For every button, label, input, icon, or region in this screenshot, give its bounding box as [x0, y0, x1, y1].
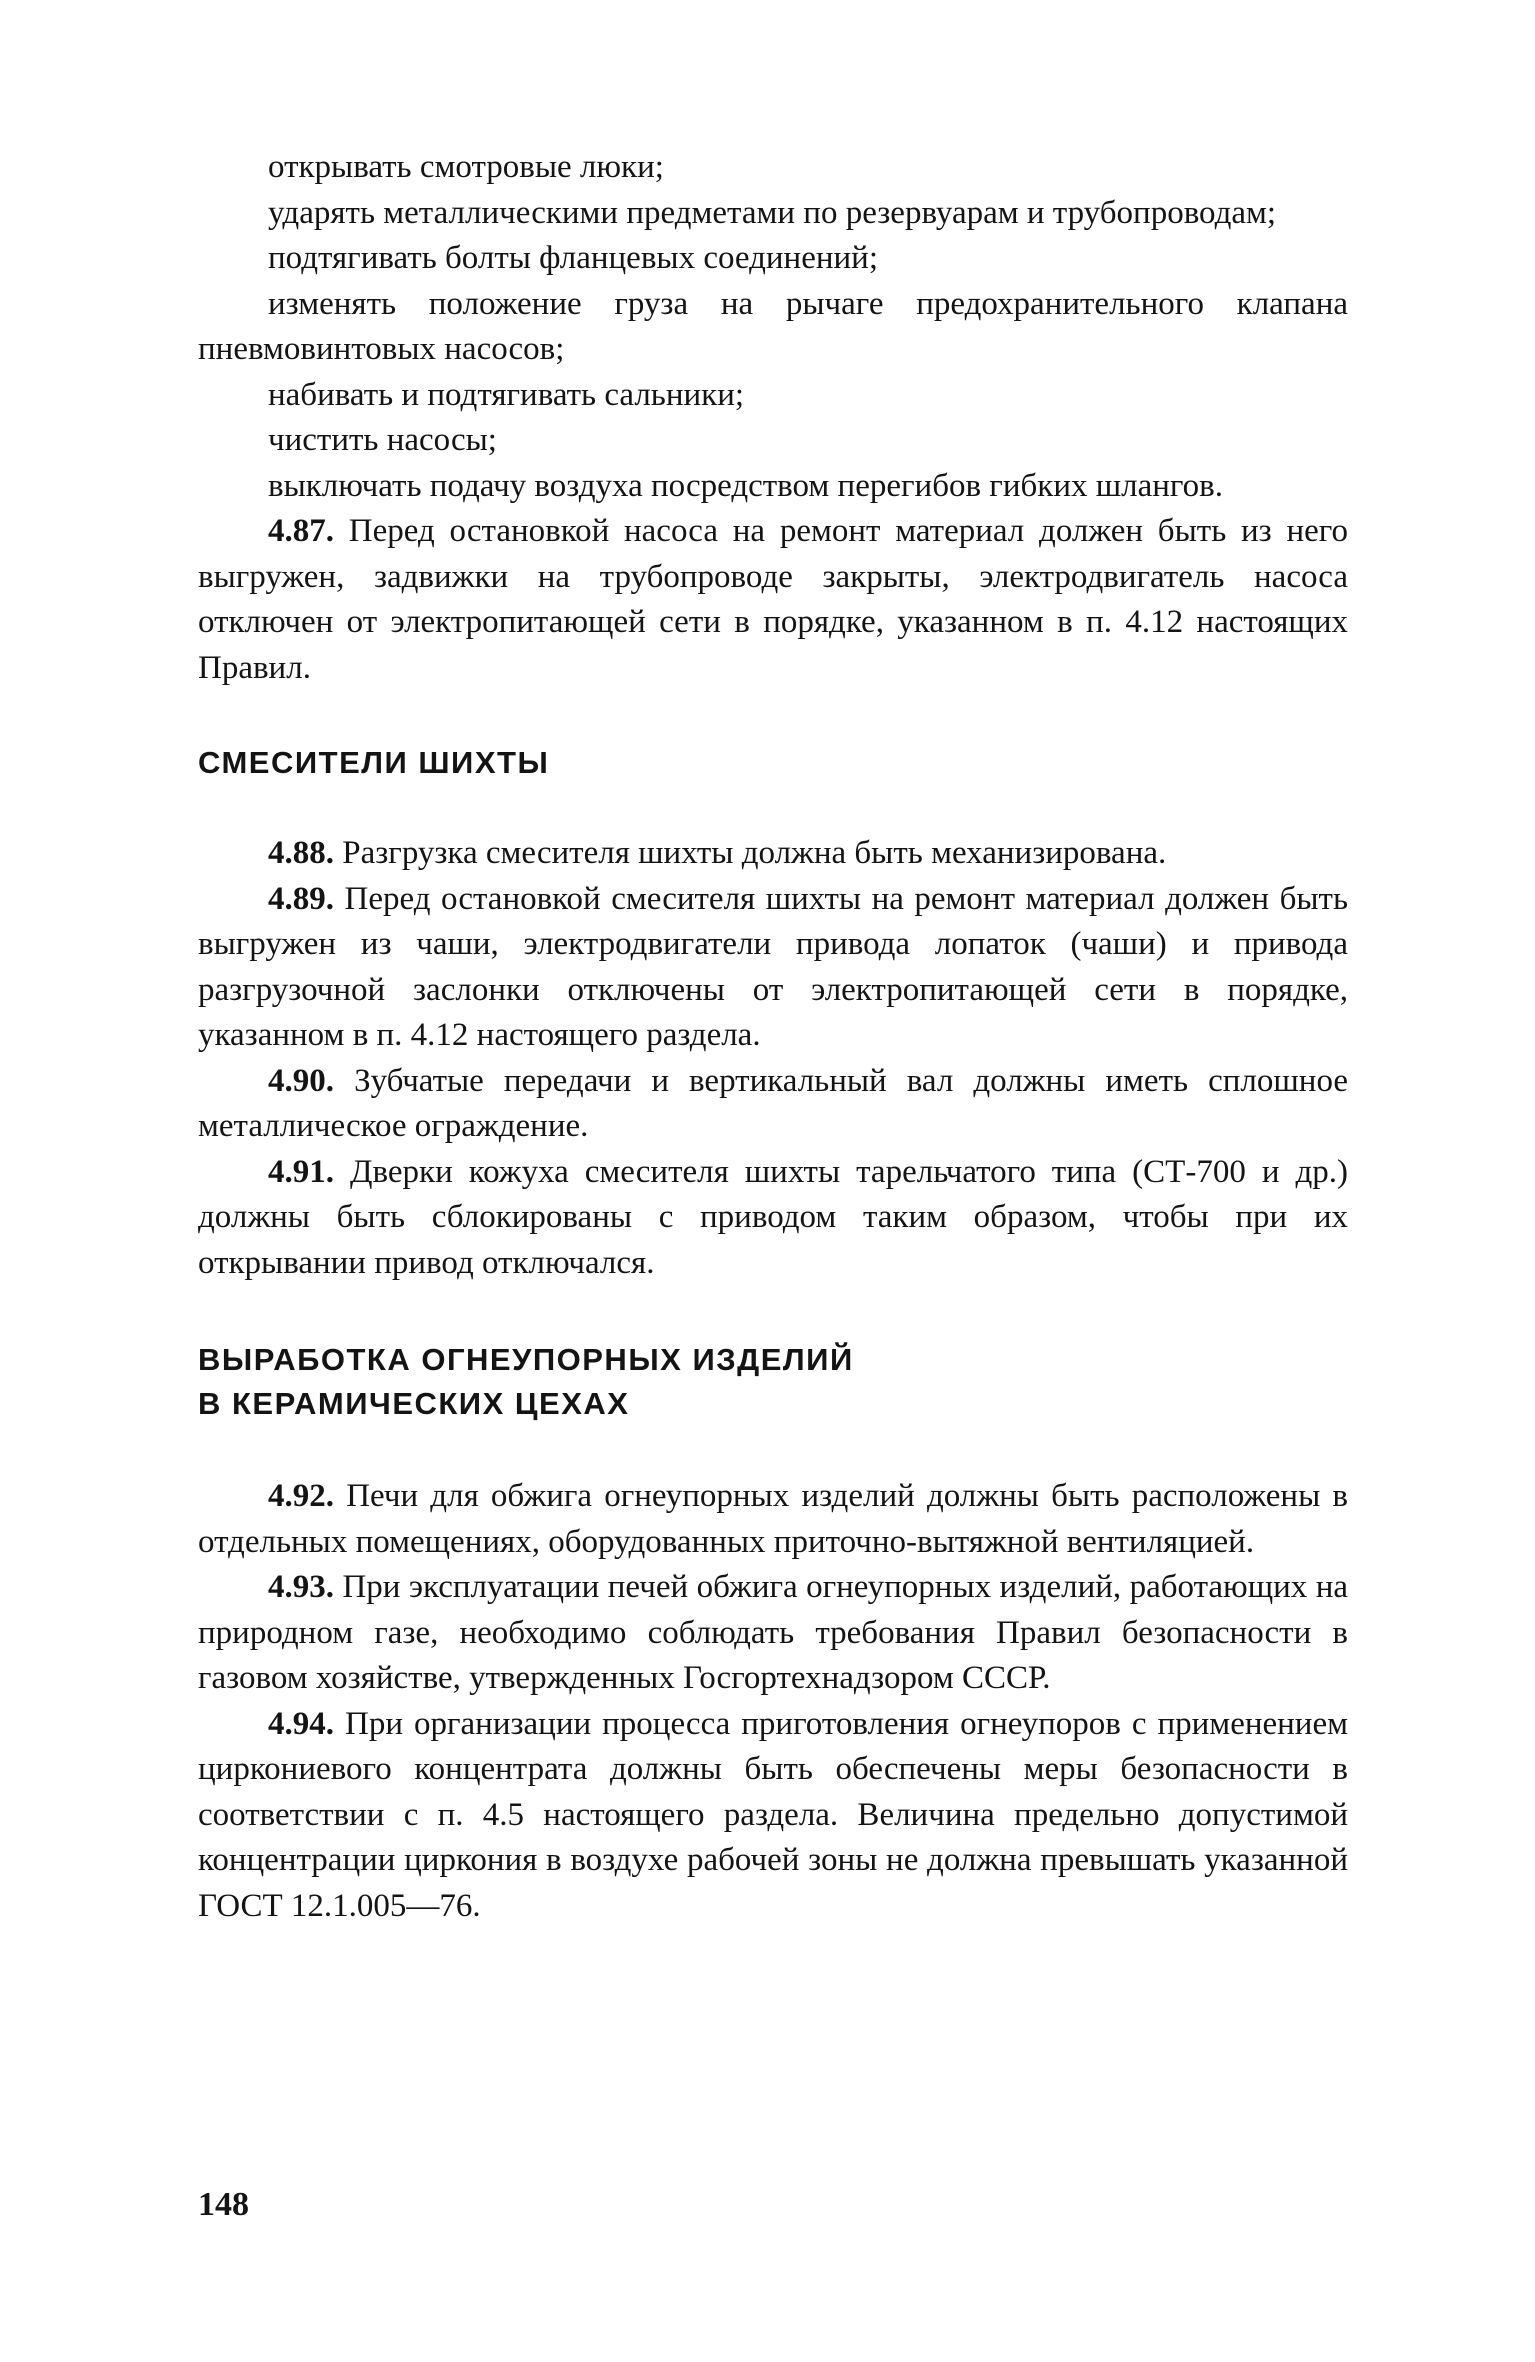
paragraph-number: 4.93.	[268, 1569, 334, 1605]
paragraph-4-93	[198, 1565, 1348, 1702]
list-item: выключать подачу воздуха посредством перегибов гибких шлангов.	[268, 467, 1223, 504]
paragraph-number: 4.88.	[268, 835, 334, 871]
paragraph-4-94	[198, 1702, 1348, 1930]
list-item: чистить насосы;	[268, 422, 497, 458]
paragraph-4-91	[198, 1150, 1348, 1287]
paragraph-number: 4.94.	[268, 1705, 334, 1742]
list-item: открывать смотровые люки;	[268, 149, 664, 185]
section-heading: СМЕСИТЕЛИ ШИХТЫ	[198, 745, 550, 780]
heading-line: ВЫРАБОТКА ОГНЕУПОРНЫХ ИЗДЕЛИЙ	[198, 1342, 854, 1377]
list-item: ударять металлическими предметами по резервуарам и трубопроводам;	[268, 194, 1277, 231]
paragraph-4-90	[198, 1059, 1348, 1150]
paragraph-number: 4.90.	[268, 1062, 334, 1099]
paragraph-number: 4.87.	[268, 513, 334, 549]
paragraph-4-87	[198, 509, 1348, 691]
paragraph-text: Зубчатые передачи и вертикальный вал должны иметь сплошное металлическое ограждение.	[198, 1062, 1348, 1144]
paragraph-text: При организации процесса приготовления огнеупоров с применением циркониевого концентрата должны быть обеспечены меры безопасности в соответствии с п. 4.5 настоящего раздела. Величина предельно допустимой концентрации циркония в воздухе рабочей зоны не должна превышать указанной ГОСТ 12.1.005—76.	[198, 1705, 1348, 1924]
paragraph-text: При эксплуатации печей обжига огнеупорных изделий, работающих на природном газе, необходимо соблюдать требования Правил безопасности в газовом хозяйстве, утвержденных Госгортехнадзором СССР.	[198, 1569, 1349, 1696]
paragraph-4-92	[198, 1474, 1348, 1565]
paragraph-number: 4.92.	[268, 1478, 334, 1514]
paragraph-text: Перед остановкой насоса на ремонт материал должен быть из него выгружен, задвижки на трубопроводе закрыты, электродвигатель насоса отключен от электропитающей сети в порядке, указанном в п. 4.12 настоящих Правил.	[198, 513, 1348, 686]
document-page	[198, 145, 1348, 1929]
section-heading	[198, 1338, 1348, 1426]
paragraph-text: Перед остановкой смесителя шихты на ремонт материал должен быть выгружен из чаши, электродвигатели привода лопаток (чаши) и привода разгрузочной заслонки отключены от электропитающей сети в порядке, указанном в п. 4.12 настоящего раздела.	[198, 880, 1349, 1053]
list-item: набивать и подтягивать сальники;	[268, 376, 745, 413]
page-number: 148	[198, 2186, 249, 2223]
paragraph-text: Дверки кожуха смесителя шихты тарельчатого типа (СТ-700 и др.) должны быть сблокированы с приводом таким образом, чтобы при их открывании привод отключался.	[198, 1153, 1349, 1281]
paragraph-4-89	[198, 877, 1348, 1059]
paragraph-number: 4.89.	[268, 880, 334, 917]
list-item: изменять положение груза на рычаге предохранительного клапана пневмовинтовых насосов;	[198, 285, 1348, 367]
list-item: подтягивать болты фланцевых соединений;	[268, 240, 879, 276]
paragraph-number: 4.91.	[268, 1153, 334, 1190]
paragraph-text: Разгрузка смесителя шихты должна быть механизирована.	[342, 835, 1167, 871]
paragraph-4-88	[198, 831, 1348, 877]
paragraph-text: Печи для обжига огнеупорных изделий должны быть расположены в отдельных помещениях, оборудованных приточно-вытяжной вентиляцией.	[198, 1478, 1349, 1560]
heading-line: В КЕРАМИЧЕСКИХ ЦЕХАХ	[198, 1386, 630, 1421]
